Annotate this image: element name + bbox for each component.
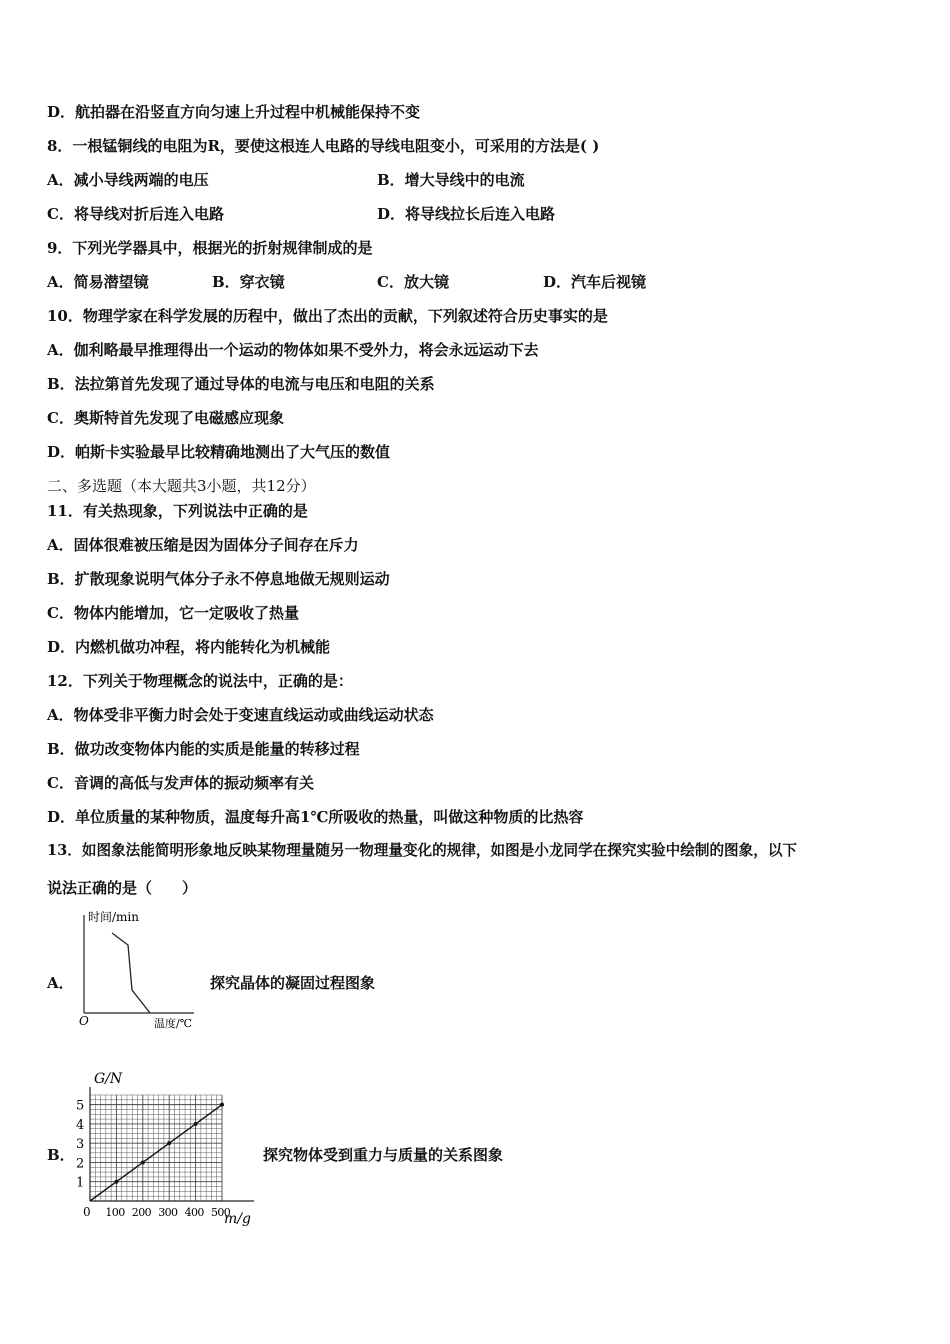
q13-option-a-caption: 探究晶体的凝固过程图象 [210,974,376,992]
graph-a-origin: O [79,1014,89,1028]
graph-b-xtick: 500 [211,1206,231,1219]
q10-option-c: C．奥斯特首先发现了电磁感应现象 [47,409,284,427]
q8-option-b: B．增大导线中的电流 [377,171,525,189]
q13-stem: 13．如图象法能简明形象地反映某物理量随另一物理量变化的规律，如图是小龙同学在探究实验中绘制的图象，以下 [47,842,798,859]
q11-option-c: C．物体内能增加，它一定吸收了热量 [47,604,299,622]
graph-b-ytick: 1 [76,1175,85,1191]
graph-b-point [141,1160,145,1164]
q13-option-b-letter: B． [47,1146,75,1164]
q13-option-a-letter: A． [47,974,74,992]
q9-option-a: A．简易潜望镜 [47,273,149,291]
graph-b-point [194,1122,198,1126]
q8-option-d: D．将导线拉长后连入电路 [377,205,556,223]
q7-option-d: D．航拍器在沿竖直方向匀速上升过程中机械能保持不变 [47,103,421,121]
q9-option-d: D．汽车后视镜 [543,273,647,291]
q12-stem: 12．下列关于物理概念的说法中，正确的是： [47,672,353,690]
graph-b-origin: 0 [83,1205,91,1219]
q13-stem-cont: 说法正确的是（ ） [47,879,198,897]
graph-a-xlabel: 温度/℃ [154,1017,193,1030]
graph-a [76,905,216,1035]
graph-b-point [114,1180,118,1184]
graph-a-curve [112,933,150,1013]
graph-b-grid [90,1095,222,1201]
graph-b-xtick: 100 [105,1206,125,1219]
q12-option-a: A．物体受非平衡力时会处于变速直线运动或曲线运动状态 [47,706,434,724]
q10-stem: 10．物理学家在科学发展的历程中，做出了杰出的贡献，下列叙述符合历史事实的是 [47,307,608,325]
section-heading-multiple-choice: 二、多选题（本大题共3小题，共12分） [47,477,316,495]
q12-option-c: C．音调的高低与发声体的振动频率有关 [47,774,314,792]
graph-b [72,1065,262,1230]
q9-option-c: C．放大镜 [377,273,449,291]
q11-option-d: D．内燃机做功冲程，将内能转化为机械能 [47,638,331,656]
q12-option-b: B．做功改变物体内能的实质是能量的转移过程 [47,740,360,758]
q10-option-b: B．法拉第首先发现了通过导体的电流与电压和电阻的关系 [47,375,435,393]
graph-b-point [220,1103,224,1107]
graph-b-ytick: 2 [76,1156,85,1172]
q11-option-b: B．扩散现象说明气体分子永不停息地做无规则运动 [47,570,390,588]
graph-b-ytick: 4 [76,1117,85,1133]
q9-option-b: B．穿衣镜 [212,273,285,291]
q8-option-a: A．减小导线两端的电压 [47,171,209,189]
q8-stem: 8．一根锰铜线的电阻为R，要使这根连人电路的导线电阻变小，可采用的方法是( ) [47,137,600,155]
graph-b-xlabel: m/g [224,1211,251,1227]
graph-b-xtick: 400 [184,1206,204,1219]
q9-stem: 9．下列光学器具中，根据光的折射规律制成的是 [47,239,373,257]
q8-option-c: C．将导线对折后连入电路 [47,205,224,223]
graph-b-xtick: 300 [158,1206,178,1219]
graph-b-xtick: 200 [131,1206,152,1219]
graph-b-ytick: 3 [76,1137,85,1153]
q10-option-d: D．帕斯卡实验最早比较精确地测出了大气压的数值 [47,443,391,461]
graph-b-ylabel: G/N [94,1071,123,1087]
q13-option-b-caption: 探究物体受到重力与质量的关系图象 [263,1146,504,1164]
q11-option-a: A．固体很难被压缩是因为固体分子间存在斥力 [47,536,359,554]
graph-a-ylabel: 时间/min [88,910,139,924]
q12-option-d: D．单位质量的某种物质，温度每升高1℃所吸收的热量，叫做这种物质的比热容 [47,808,584,826]
graph-b-ytick: 5 [76,1098,85,1114]
graph-b-point [167,1141,171,1145]
q11-stem: 11．有关热现象，下列说法中正确的是 [47,502,308,520]
q10-option-a: A．伽利略最早推理得出一个运动的物体如果不受外力，将会永远运动下去 [47,341,539,359]
